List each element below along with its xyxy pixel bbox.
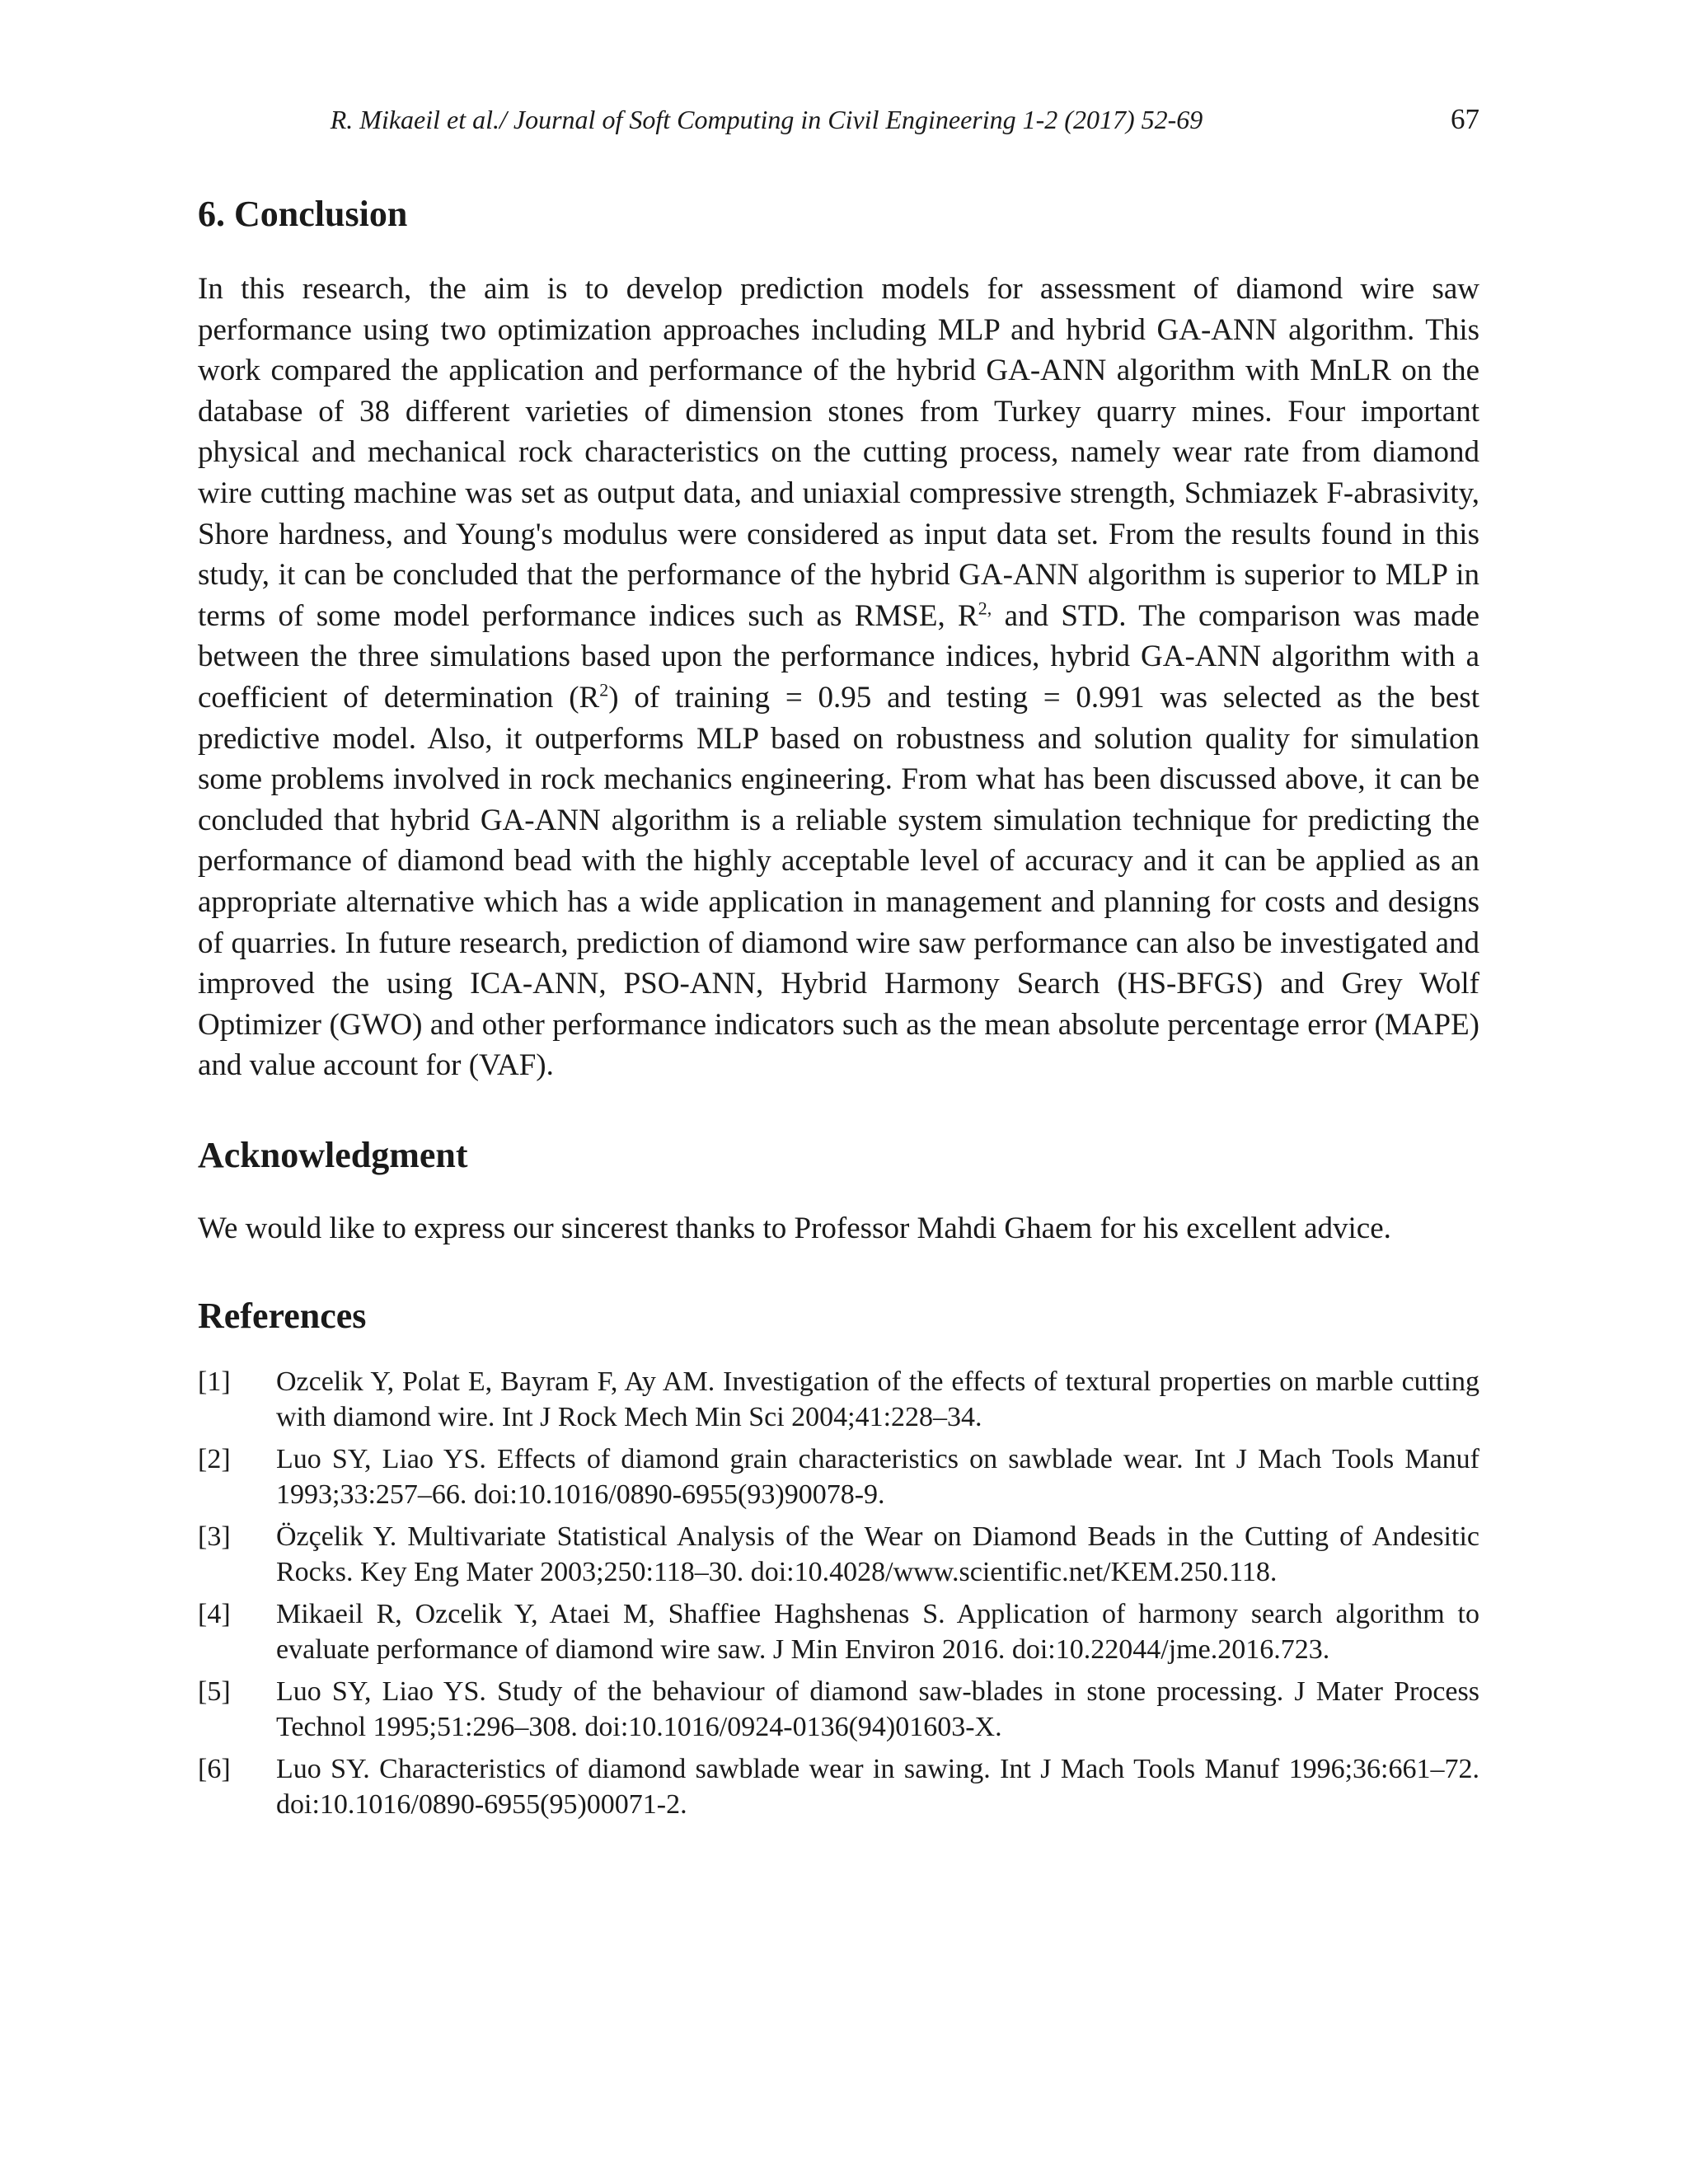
- reference-item: [198, 1364, 1479, 1435]
- reference-list: [198, 1364, 1479, 1822]
- reference-text: Luo SY, Liao YS. Study of the behaviour of diamond saw-blades in stone processing. J Mater Process Technol 1995;51:296–308. doi:10.1016/0924-0136(94)01603-X.: [276, 1676, 1479, 1743]
- conclusion-text-part-1: In this research, the aim is to develop prediction models for assessment of diamond wire saw performance using two optimization approaches including MLP and hybrid GA-ANN algorithm. This work compared the application and performance of the hybrid GA-ANN algorithm with MnLR on the database of 38 different varieties of dimension stones from Turkey quarry mines. Four important physical and mechanical rock characteristics on the cutting process, namely wear rate from diamond wire cutting machine was set as output data, and uniaxial compressive strength, Schmiazek F-abrasivity, Shore hardness, and Young's modulus were considered as input data set. From the results found in this study, it can be concluded that the performance of the hybrid GA-ANN algorithm is superior to MLP in terms of some model performance indices such as RMSE, R: [198, 272, 1479, 633]
- superscript-r2-indices: 2,: [978, 598, 992, 619]
- reference-number: [5]: [198, 1676, 231, 1708]
- reference-text: Luo SY, Liao YS. Effects of diamond grain characteristics on sawblade wear. Int J Mach Tools Manuf 1993;33:257–66. doi:10.1016/0890-6955(93)90078-9.: [276, 1444, 1479, 1511]
- references-heading: References: [198, 1296, 367, 1337]
- conclusion-paragraph: [198, 269, 1479, 1086]
- reference-item: [198, 1596, 1479, 1667]
- conclusion-heading: 6. Conclusion: [198, 194, 408, 234]
- reference-item: [198, 1441, 1479, 1512]
- article-body: [198, 191, 1479, 1829]
- reference-number: [3]: [198, 1521, 231, 1553]
- conclusion-text-part-3: ) of training = 0.95 and testing = 0.991 was selected as the best predictive model. Also, it outperforms MLP based on robustness and solution quality for simulation some problems involved in rock mechanics engineering. From what has been discussed above, it can be concluded that hybrid GA-ANN algorithm is a reliable system simulation technique for predicting the performance of diamond bead with the highly acceptable level of accuracy and it can be applied as an appropriate alternative which has a wide application in management and planning for costs and designs of quarries. In future research, prediction of diamond wire saw performance can also be investigated and improved the using ICA-ANN, PSO-ANN, Hybrid Harmony Search (HS-BFGS) and Grey Wolf Optimizer (GWO) and other performance indicators such as the mean absolute percentage error (MAPE) and value account for (VAF).: [198, 680, 1479, 1083]
- reference-number: [2]: [198, 1444, 231, 1475]
- reference-number: [1]: [198, 1366, 231, 1398]
- acknowledgment-heading: Acknowledgment: [198, 1134, 468, 1175]
- conclusion-section: [198, 191, 1479, 1086]
- reference-item: [198, 1674, 1479, 1745]
- acknowledgment-section: [198, 1132, 1479, 1249]
- reference-item: [198, 1751, 1479, 1822]
- reference-item: [198, 1519, 1479, 1590]
- conclusion-text-part-2: and STD. The comparison was made between the three simulations based upon the performance indices, hybrid GA-ANN algorithm with a coefficient of determination (R: [198, 598, 1480, 715]
- reference-text: Ozcelik Y, Polat E, Bayram F, Ay AM. Investigation of the effects of textural properties on marble cutting with diamond wire. Int J Rock Mech Min Sci 2004;41:228–34.: [276, 1366, 1479, 1433]
- reference-text: Özçelik Y. Multivariate Statistical Analysis of the Wear on Diamond Beads in the Cutting of Andesitic Rocks. Key Eng Mater 2003;250:118–30. doi:10.4028/www.scientific.net/KEM.250.118.: [276, 1521, 1479, 1588]
- page-number: 67: [1451, 103, 1479, 135]
- references-section: [198, 1293, 1479, 1822]
- reference-number: [4]: [198, 1599, 231, 1630]
- reference-text: Mikaeil R, Ozcelik Y, Ataei M, Shaffiee Haghshenas S. Application of harmony search algorithm to evaluate performance of diamond wire saw. J Min Environ 2016. doi:10.22044/jme.2016.723.: [276, 1599, 1479, 1666]
- running-header: [198, 99, 1479, 140]
- journal-citation: R. Mikaeil et al./ Journal of Soft Computing in Civil Engineering 1-2 (2017) 52-69: [330, 105, 1203, 134]
- reference-text: Luo SY. Characteristics of diamond sawblade wear in sawing. Int J Mach Tools Manuf 1996;36:661–72. doi:10.1016/0890-6955(95)00071-2.: [276, 1754, 1479, 1821]
- superscript-r2-determination: 2: [599, 679, 609, 701]
- acknowledgment-paragraph: We would like to express our sincerest thanks to Professor Mahdi Ghaem for his excellent advice.: [198, 1211, 1391, 1245]
- reference-number: [6]: [198, 1754, 231, 1785]
